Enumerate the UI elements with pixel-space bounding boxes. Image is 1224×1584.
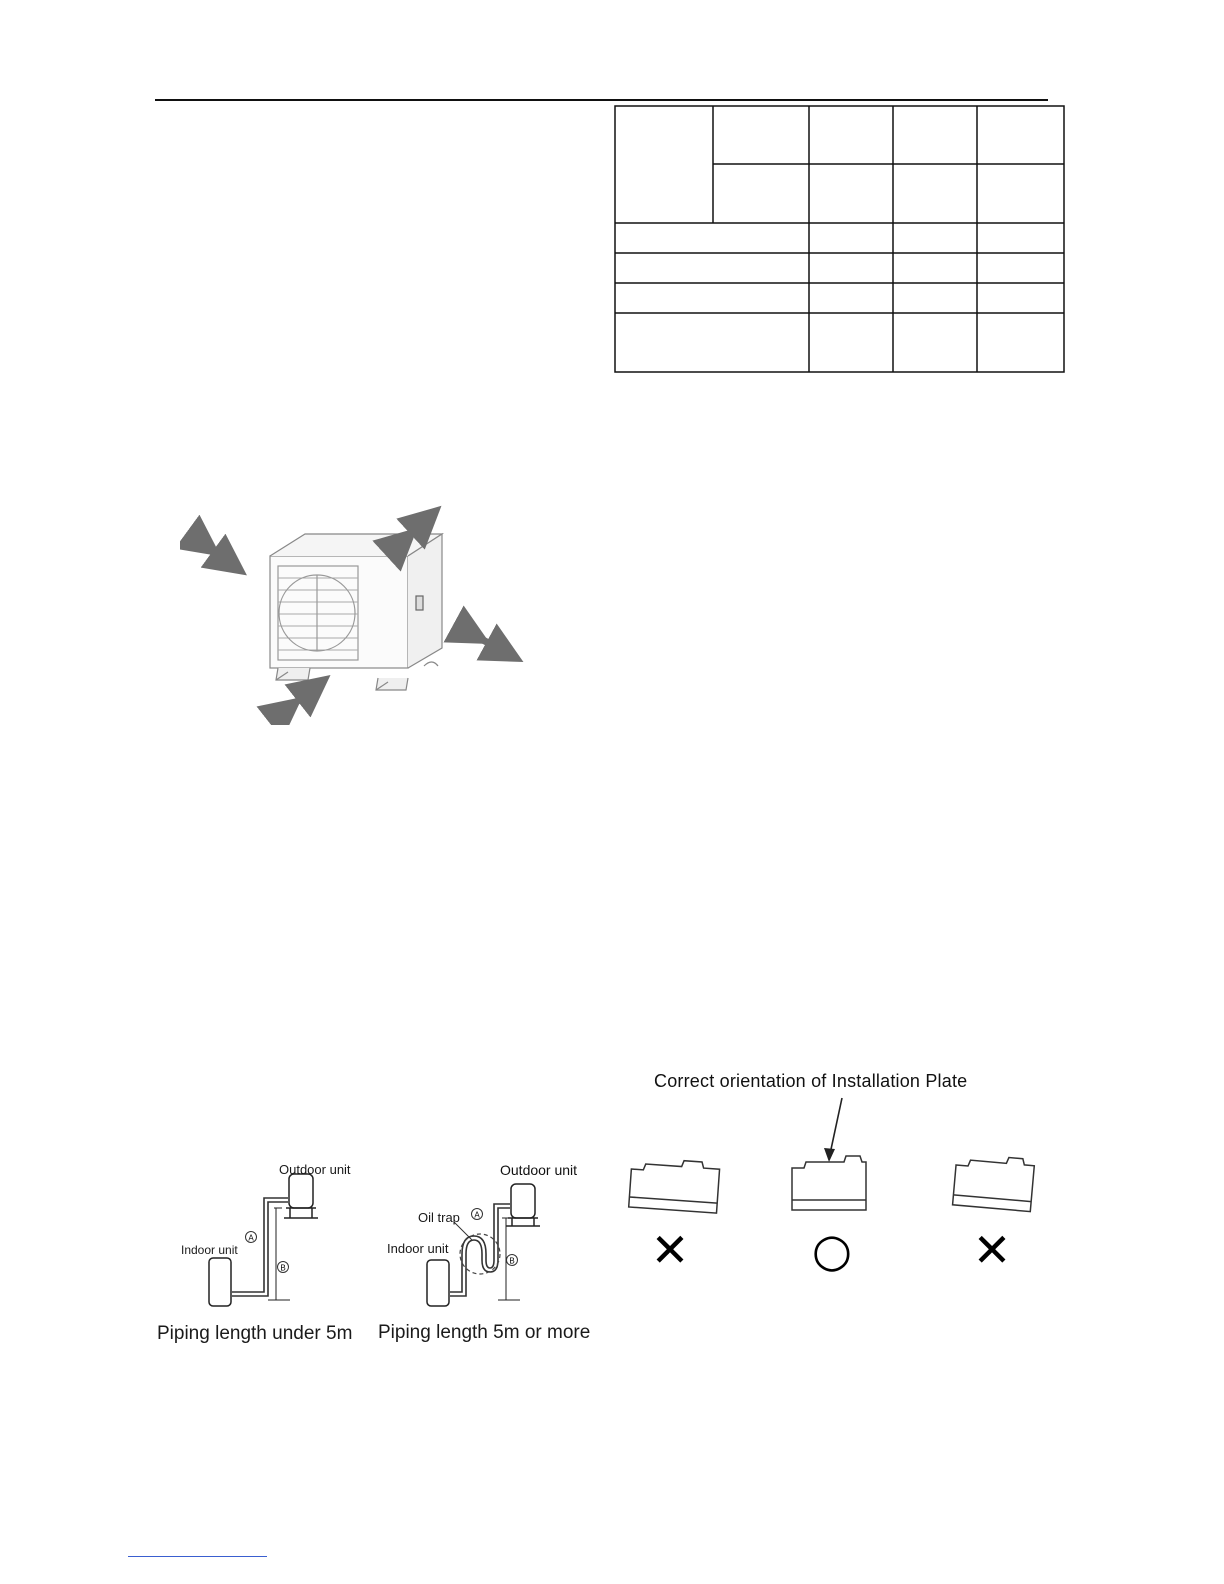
installation-plate-wrong-left xyxy=(629,1157,720,1213)
outdoor-unit-label: Outdoor unit xyxy=(500,1162,578,1178)
piping-caption-5m-or-more: Piping length 5m or more xyxy=(378,1322,591,1343)
installation-plate-wrong-right xyxy=(953,1153,1035,1212)
outdoor-unit-clearance-illustration xyxy=(180,500,530,725)
spec-table xyxy=(614,105,1066,375)
outdoor-unit-shape xyxy=(511,1184,535,1218)
footer-rule xyxy=(128,1556,267,1557)
indoor-unit-shape xyxy=(209,1258,231,1306)
pointer-arrow xyxy=(830,1098,842,1154)
installation-plate-correct xyxy=(792,1156,866,1210)
plate-orientation-title: Correct orientation of Installation Plate xyxy=(654,1071,968,1091)
wrong-mark-left: ✕ xyxy=(650,1223,690,1277)
marker-b: B xyxy=(280,1263,286,1273)
outdoor-unit-shape xyxy=(289,1174,313,1208)
marker-a: A xyxy=(248,1233,254,1243)
indoor-unit-label: Indoor unit xyxy=(387,1241,449,1256)
outdoor-unit xyxy=(270,534,442,690)
oil-trap-label: Oil trap xyxy=(418,1210,460,1225)
correct-mark: ○ xyxy=(811,1223,853,1277)
outdoor-unit-label: Outdoor unit xyxy=(279,1162,351,1177)
indoor-unit-label: Indoor unit xyxy=(181,1243,238,1257)
wrong-mark-right: ✕ xyxy=(972,1223,1012,1277)
header-rule xyxy=(155,99,1048,101)
indoor-unit-shape xyxy=(427,1260,449,1306)
plate-orientation-diagram xyxy=(618,1090,1048,1280)
marker-b: B xyxy=(509,1256,515,1266)
marker-a: A xyxy=(474,1210,480,1220)
piping-caption-under-5m: Piping length under 5m xyxy=(157,1323,353,1344)
